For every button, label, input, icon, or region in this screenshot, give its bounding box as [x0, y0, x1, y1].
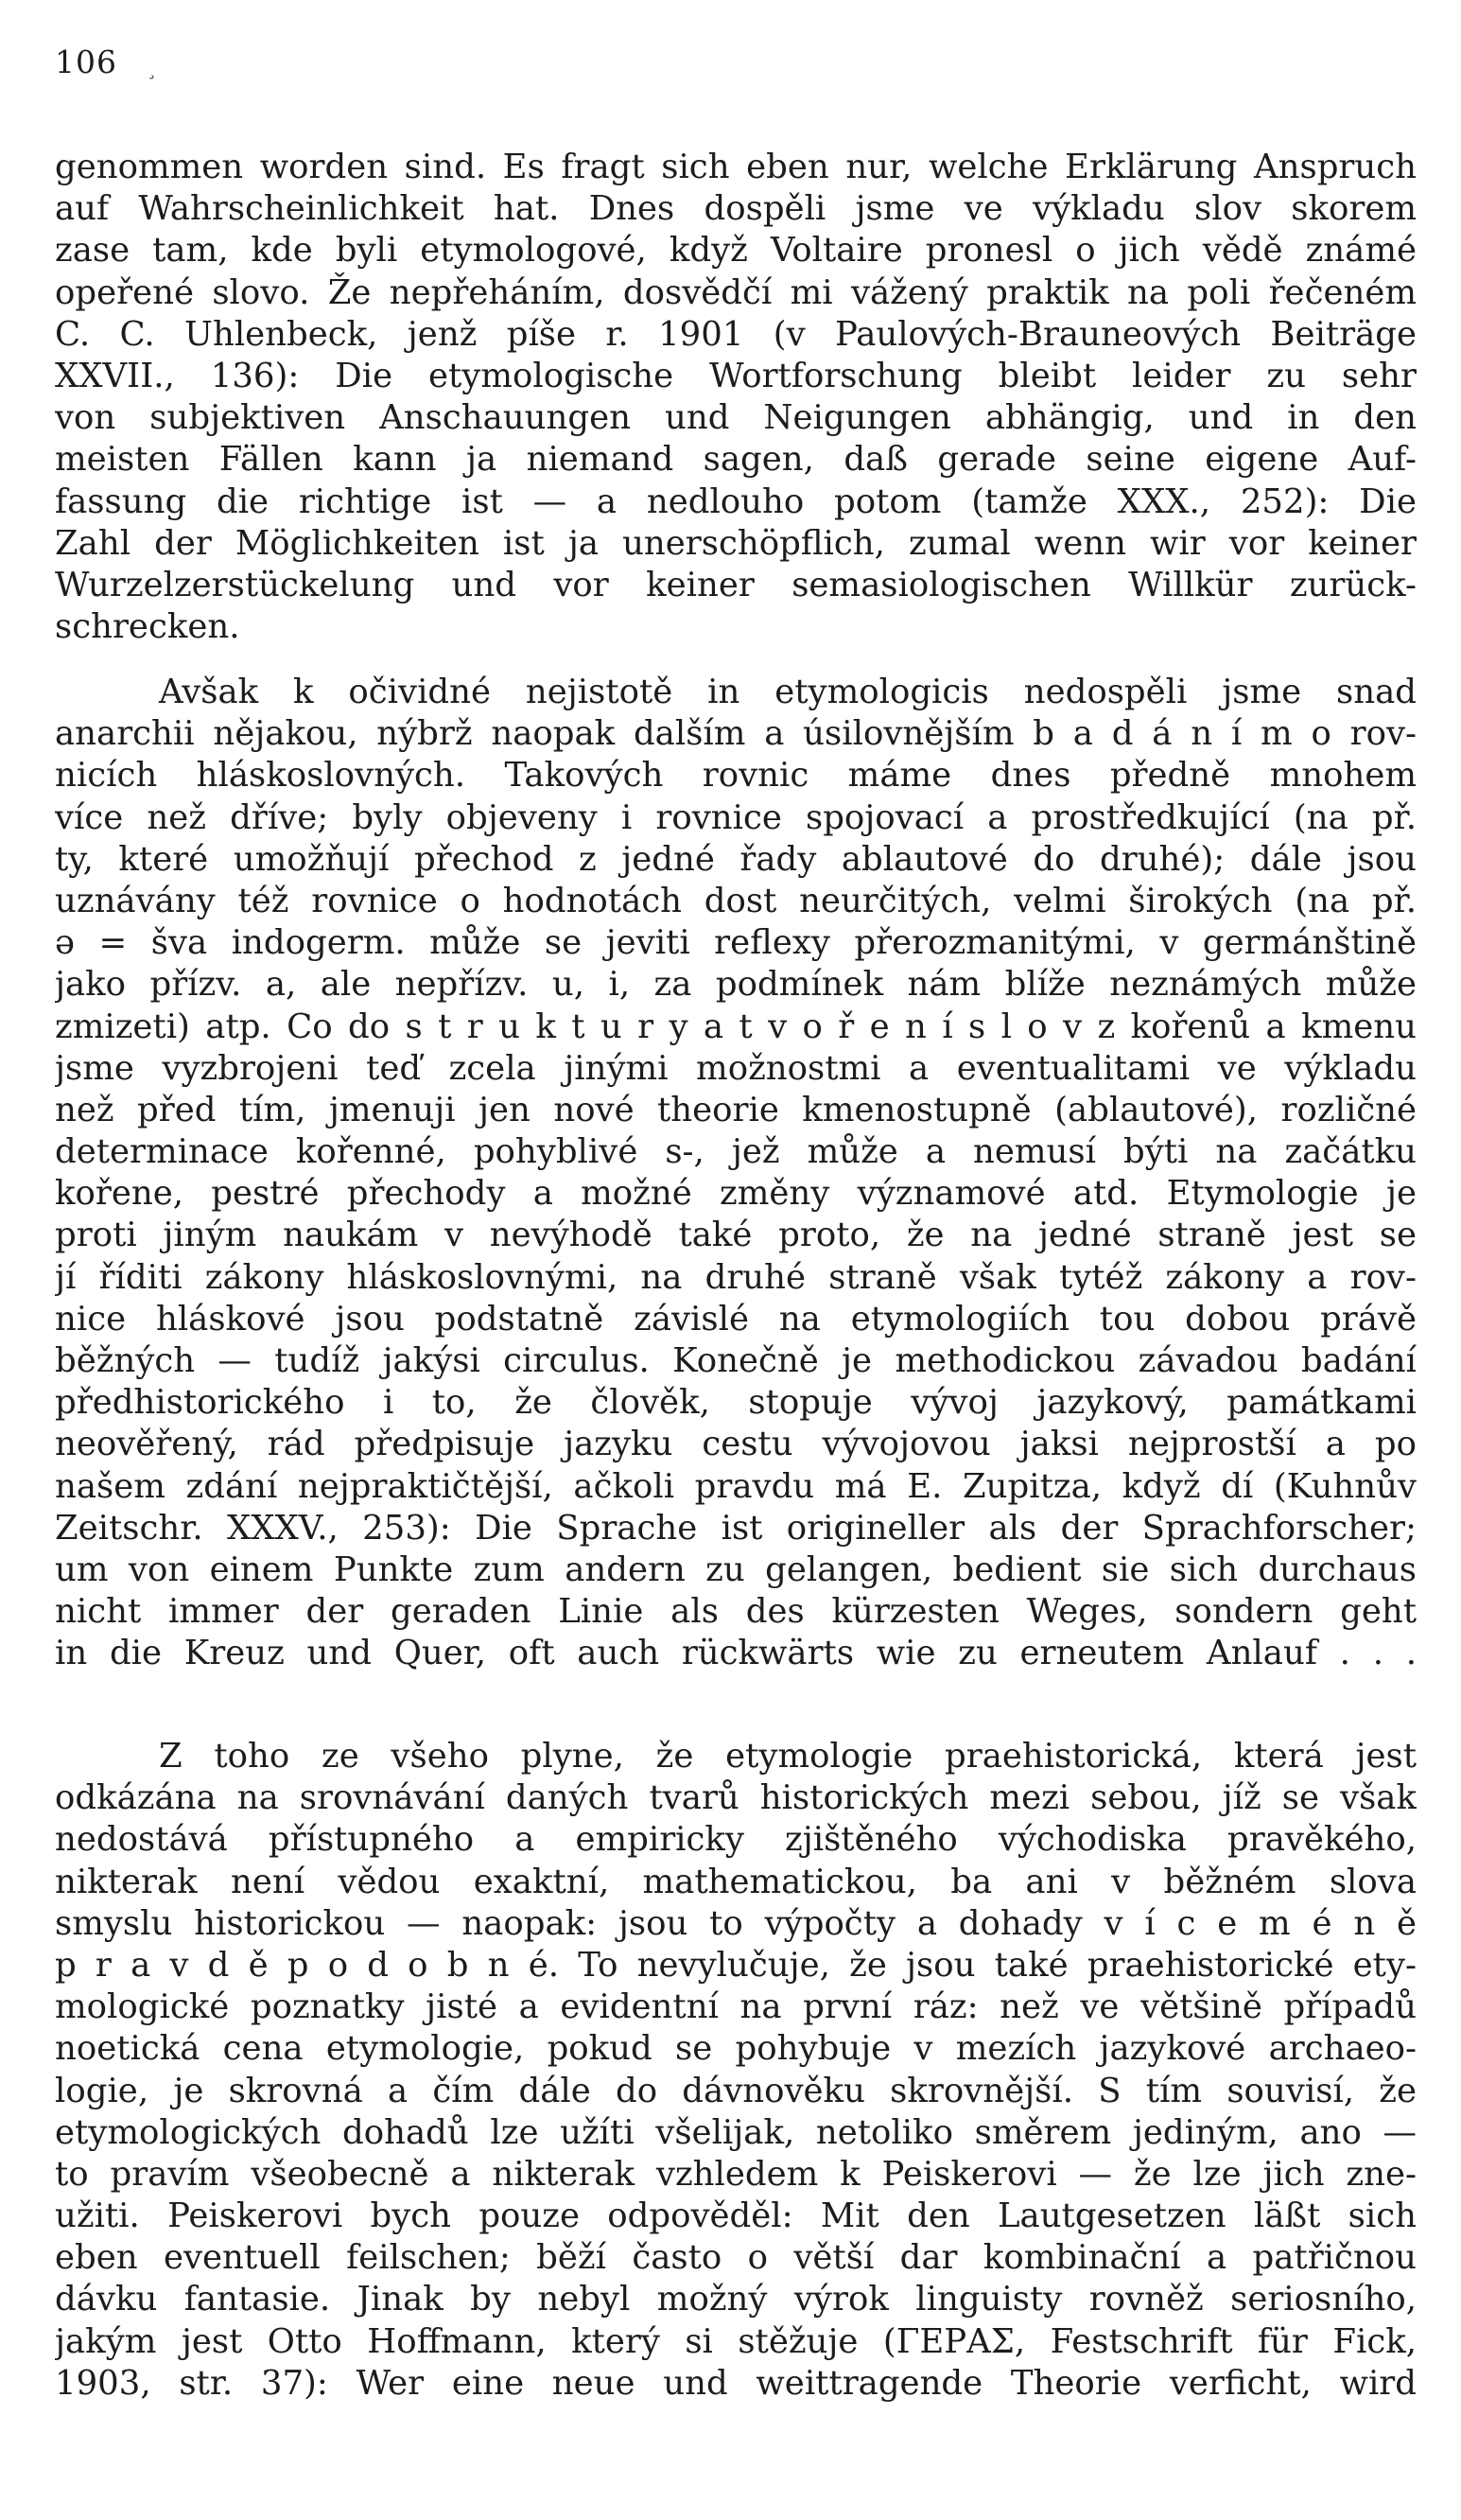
text-line: zmizeti) atp. Co do s t r u k t u r y a t v o ř e n í s l o v z kořenů a kmenu	[55, 1006, 1417, 1046]
text-line: etymologických dohadů lze užíti všelijak, netoliko směrem jediným, ano —	[55, 2112, 1417, 2152]
text-line: logie, je skrovná a čím dále do dávnověku skrovnější. S tím souvisí, že	[55, 2071, 1417, 2110]
text-line: eben eventuell feilschen; běží často o větší dar kombinační a patřičnou	[55, 2238, 1417, 2278]
paragraph-2	[55, 672, 1417, 1675]
text-line: než před tím, jmenuji jen nové theorie kmenostupně (ablautové), rozličné	[55, 1090, 1417, 1129]
text-line: determinace kořenné, pohyblivé s-, jež může a nemusí býti na začátku	[55, 1132, 1417, 1172]
text-line: více než dříve; byly objeveny i rovnice spojovací a prostředkující (na př.	[55, 797, 1417, 837]
paragraph-3	[55, 1736, 1417, 2405]
text-line: běžných — tudíž jakýsi circulus. Konečně je methodickou závadou badání	[55, 1341, 1417, 1380]
text-line: noetická cena etymologie, pokud se pohybuje v mezích jazykové archaeo-	[55, 2029, 1417, 2069]
text-line: nikterak není vědou exaktní, mathematickou, ba ani v běžném slova	[55, 1862, 1417, 1901]
text-line: 1903, str. 37): Wer eine neue und weittragende Theorie verficht, wird	[55, 2363, 1417, 2403]
text-line: Zeitschr. XXXV., 253): Die Sprache ist origineller als der Sprachforscher;	[55, 1508, 1417, 1548]
text-line: nice hláskové jsou podstatně závislé na etymologiích tou dobou právě	[55, 1299, 1417, 1339]
text-line: odkázána na srovnávání daných tvarů historických mezi sebou, jíž se však	[55, 1778, 1417, 1818]
text-line: nedostává přístupného a empiricky zjištěného východiska pravěkého,	[55, 1820, 1417, 1860]
text-line: genommen worden sind. Es fragt sich eben nur, welche Erklärung Anspruch	[55, 148, 1417, 186]
text-line: kořene, pestré přechody a možné změny významové atd. Etymologie je	[55, 1174, 1417, 1214]
text-line: ty, které umožňují přechod z jedné řady ablautové do druhé); dále jsou	[55, 839, 1417, 879]
text-line: schrecken.	[55, 607, 240, 647]
text-line: ə = šva indogerm. může se jeviti reflexy přerozmanitými, v germánštině	[55, 923, 1417, 963]
text-line: užiti. Peiskerovi bych pouze odpověděl: Mit den Lautgesetzen läßt sich	[55, 2196, 1417, 2236]
text-line: dávku fantasie. Jinak by nebyl možný výrok linguisty rovněž seriosního,	[55, 2280, 1417, 2319]
text-line: XXVII., 136): Die etymologische Wortforschung bleibt leider zu sehr	[55, 356, 1417, 395]
text-line: mologické poznatky jisté a evidentní na první ráz: než ve většině případů	[55, 1987, 1417, 2027]
paragraph-1	[55, 147, 1417, 648]
text-line: to pravím všeobecně a nikterak vzhledem k Peiskerovi — že lze jich zne-	[55, 2154, 1417, 2194]
page-number: 106	[55, 44, 117, 80]
text-line: p r a v d ě p o d o b n é. To nevylučuje, že jsou také praehistorické ety-	[55, 1945, 1417, 1985]
text-line: Avšak k očividné nejistotě in etymologicis nedospěli jsme snad	[159, 673, 1417, 711]
text-line: jakým jest Otto Hoffmann, který si stěžuje (ΓΕΡΑΣ, Festschrift für Fick,	[55, 2321, 1417, 2361]
text-line: auf Wahrscheinlichkeit hat. Dnes dospěli jsme ve výkladu slov skorem	[55, 189, 1417, 229]
text-line: smyslu historickou — naopak: jsou to výpočty a dohady v í c e m é n ě	[55, 1903, 1417, 1943]
text-line: jí říditi zákony hláskoslovnými, na druhé straně však tytéž zákony a rov-	[55, 1257, 1417, 1297]
text-line: jsme vyzbrojeni teď zcela jinými možnostmi a eventualitami ve výkladu	[55, 1048, 1417, 1088]
text-line: nicht immer der geraden Linie als des kürzesten Weges, sondern geht	[55, 1592, 1417, 1632]
text-line: anarchii nějakou, nýbrž naopak dalším a úsilovnějším b a d á n í m o rov-	[55, 714, 1417, 754]
page-mark: ¸	[147, 57, 157, 80]
text-line: meisten Fällen kann ja niemand sagen, daß gerade seine eigene Auf-	[55, 440, 1417, 480]
text-line: proti jiným naukám v nevýhodě také proto, že na jedné straně jest se	[55, 1216, 1417, 1255]
text-line: nicích hláskoslovných. Takových rovnic máme dnes předně mnohem	[55, 756, 1417, 796]
text-line: fassung die richtige ist — a nedlouho potom (tamže XXX., 252): Die	[55, 481, 1417, 521]
text-line: Z toho ze všeho plyne, že etymologie praehistorická, která jest	[159, 1737, 1417, 1776]
text-line: C. C. Uhlenbeck, jenž píše r. 1901 (v Paulových-Brauneových Beiträge	[55, 314, 1417, 354]
text-line: opeřené slovo. Že nepřeháním, dosvědčí mi vážený praktik na poli řečeném	[55, 272, 1417, 312]
text-line: um von einem Punkte zum andern zu gelangen, bedient sie sich durchaus	[55, 1549, 1417, 1589]
text-line: našem zdání nejpraktičtější, ačkoli pravdu má E. Zupitza, když dí (Kuhnův	[55, 1466, 1417, 1506]
text-line: uznávány též rovnice o hodnotách dost neurčitých, velmi širokých (na př.	[55, 881, 1417, 920]
text-line: Wurzelzerstückelung und vor keiner semasiologischen Willkür zurück-	[55, 565, 1417, 604]
text-line: in die Kreuz und Quer, oft auch rückwärts wie zu erneutem Anlauf . . .	[55, 1634, 1417, 1673]
text-line: Zahl der Möglichkeiten ist ja unerschöpflich, zumal wenn wir vor keiner	[55, 523, 1417, 563]
text-line: von subjektiven Anschauungen und Neigungen abhängig, und in den	[55, 398, 1417, 438]
text-line: předhistorického i to, že člověk, stopuje vývoj jazykový, památkami	[55, 1383, 1417, 1423]
text-line: zase tam, kde byli etymologové, když Voltaire pronesl o jich vědě známé	[55, 231, 1417, 271]
text-line: neověřený, rád předpisuje jazyku cestu vývojovou jaksi nejprostší a po	[55, 1425, 1417, 1464]
text-line: jako přízv. a, ale nepřízv. u, i, za podmínek nám blíže neznámých může	[55, 965, 1417, 1005]
